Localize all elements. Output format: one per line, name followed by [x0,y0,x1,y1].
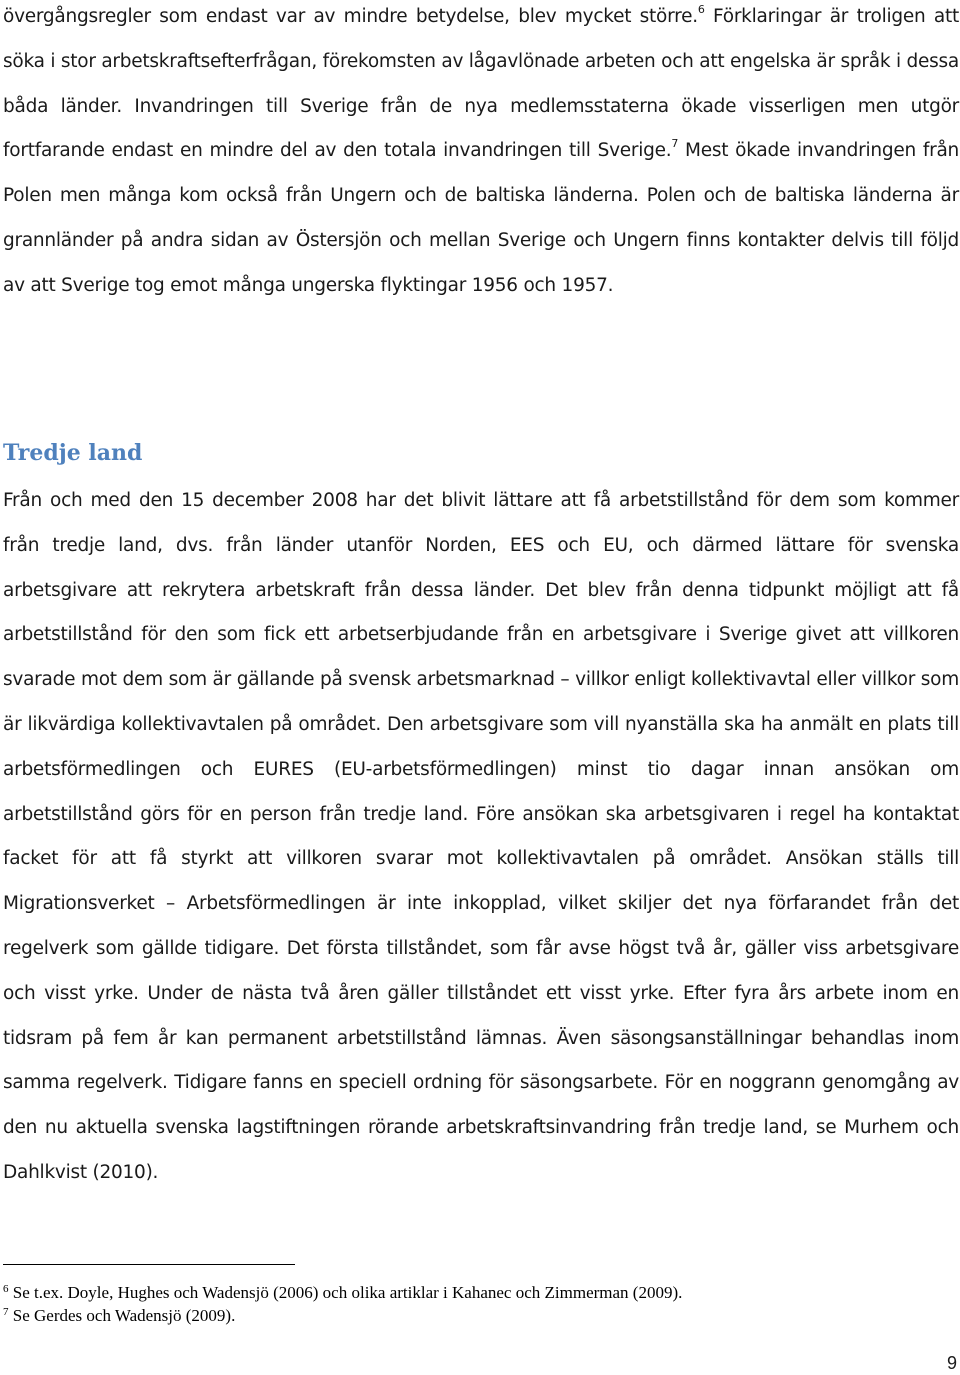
document-page [3,0,959,1375]
footnote-text: Se Gerdes och Wadensjö (2009). [8,1306,236,1325]
footnote-separator [3,1264,295,1265]
footnote [3,1305,235,1327]
body-paragraph [3,0,959,309]
section-heading: Tredje land [3,440,143,466]
footnote [3,1282,682,1304]
page-number: 9 [946,1353,957,1373]
body-paragraph: Från och med den 15 december 2008 har det blivit lättare att få arbetstillstånd för dem som kommer från tredje land, dvs. från länder utanför Norden, EES och EU, och därmed lättare för svenska arbetsgivare att rekrytera arbetskraft från dessa länder. Det blev från denna tidpunkt möjligt att få arbetstillstånd för den som fick ett arbetserbjudande från en arbetsgivare i Sverige givet att villkoren svarade mot dem som är gällande på svensk arbetsmarknad – villkor enligt kollektivavtal eller villkor som är likvärdiga kollektivavtalen på området. Den arbetsgivare som vill nyanställa ska ha anmält en plats till arbetsförmedlingen och EURES (EU-arbetsförmedlingen) minst tio dagar innan ansökan om arbetstillstånd görs för en person från tredje land. Före ansökan ska arbetsgivaren i regel ha kontaktat facket för att få styrkt att villkoren svarar mot kollektivavtalen på området. Ansökan ställs till Migrationsverket – Arbetsförmedlingen är inte inkopplad, vilket skiljer det nya förfarandet från det regelverk som gällde tidigare. Det första tillståndet, som får avse högst två år, gäller viss arbetsgivare och visst yrke. Under de nästa två åren gäller tillståndet ett visst yrke. Efter fyra års arbete inom en tidsram på fem år kan permanent arbetstillstånd lämnas. Även säsongsanställningar behandlas inom samma regelverk. Tidigare fanns en speciell ordning för säsongsarbete. För en noggrann genomgång av den nu aktuella svenska lagstiftningen rörande arbetskraftsinvandring från tredje land, se Murhem och Dahlkvist (2010). [3,490,959,1183]
footnote-text: Se t.ex. Doyle, Hughes och Wadensjö (2006) och olika artiklar i Kahanec och Zimmerman (2009). [8,1283,683,1302]
paragraph-text: övergångsregler som endast var av mindre betydelse, blev mycket större. [3,6,698,27]
footnote-reference[interactable]: 6 [697,3,705,16]
footnote-reference[interactable]: 7 [671,137,679,151]
footnote-number: 6 [3,1283,9,1295]
footnote-number: 7 [3,1306,9,1318]
paragraph-text: Mest ökade invandringen från Polen men många kom också från Ungern och de baltiska länderna. Polen och de baltiska länderna är grannländer på andra sidan av Östersjön och mellan Sverige och Ungern finns kontakter delvis till följd av att Sverige tog emot många ungerska flyktingar 1956 och 1957. [3,140,960,296]
paragraph-text: Förklaringar är troligen att söka i stor arbetskraftsefterfrågan, förekomsten av lågavlönade arbeten och att engelska är språk i dessa båda länder. Invandringen till Sverige från de nya medlemsstaterna ökade visserligen men utgör fortfarande endast en mindre del av den totala invandringen till Sverige. [3,6,959,162]
